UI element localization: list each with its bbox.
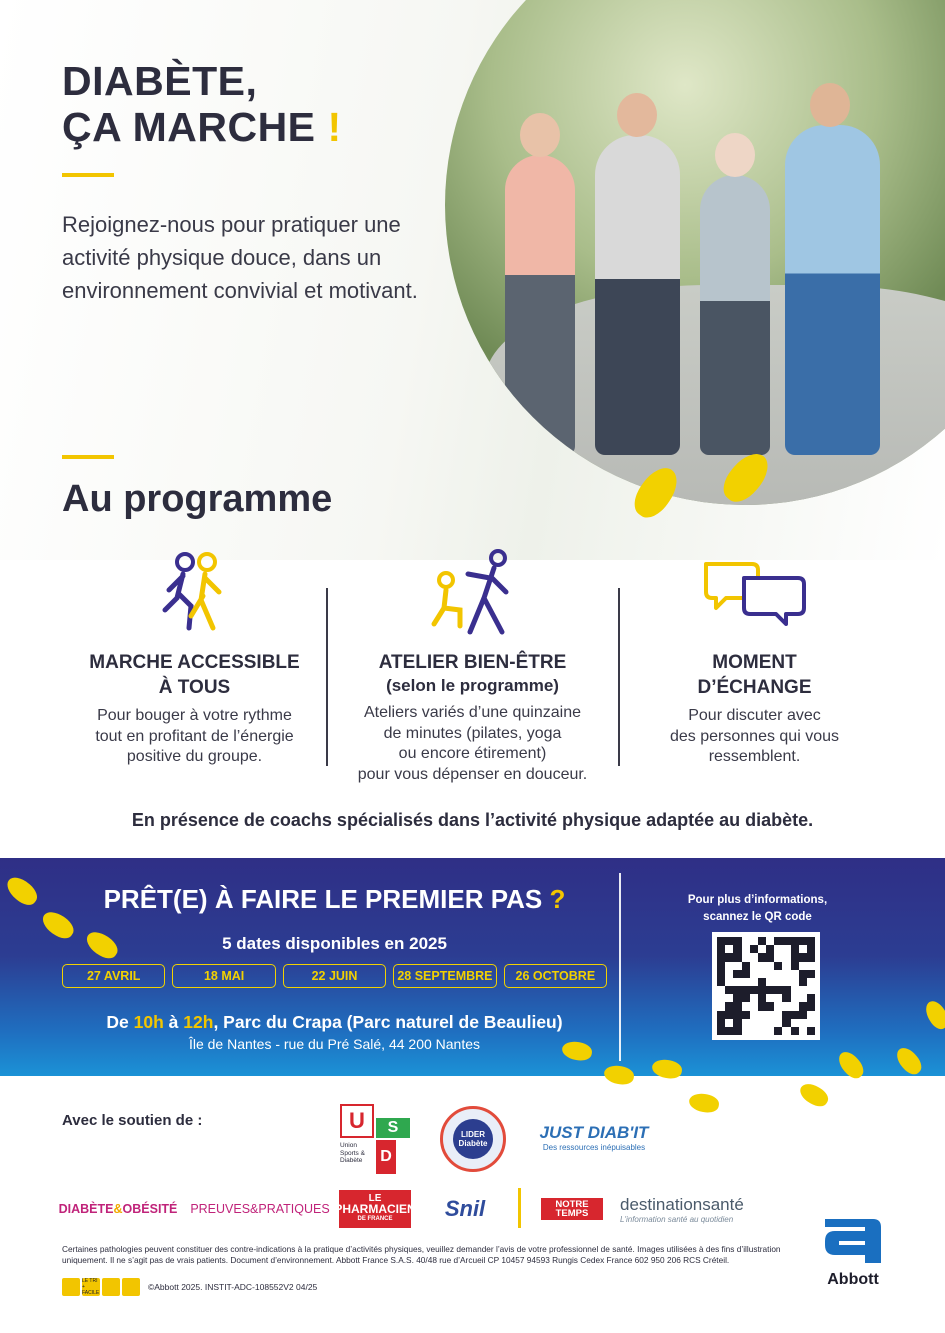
program-walk <box>62 545 327 768</box>
pharmacien-line: DE FRANCE <box>357 1216 393 1222</box>
program-walk-title-line-1: MARCHE ACCESSIBLE <box>89 652 300 673</box>
destination-sante-tagline: L'information santé au quotidien <box>620 1214 734 1224</box>
program-walk-text-line: tout en profitant de l’énergie <box>95 727 294 745</box>
event-address: Île de Nantes - rue du Pré Salé, 44 200 Nantes <box>188 1036 481 1052</box>
triman-icon <box>102 1278 120 1296</box>
abbott-wordmark: Abbott <box>827 1271 879 1288</box>
person-1 <box>505 155 575 455</box>
triman-text: LE TRI + FACILE <box>82 1278 100 1296</box>
title-line-2: ÇA MARCHE <box>62 104 316 150</box>
banner-title <box>62 884 607 915</box>
person-3 <box>700 175 770 455</box>
program-wellness-title: ATELIER BIEN-ÊTRE <box>378 652 567 673</box>
just-diabit-tagline: Des ressources inépuisables <box>542 1142 646 1152</box>
yoga-icon <box>340 545 605 640</box>
diabete-obesite-word-1: DIABÈTE <box>58 1202 114 1216</box>
coach-note: En présence de coachs spécialisés dans l’activité physique adaptée au diabète. <box>131 810 814 830</box>
program-wellness-subtitle: (selon le programme) <box>386 676 559 695</box>
program-exchange-title-line-1: MOMENT <box>712 652 797 673</box>
diabete-obesite-amp: & <box>113 1202 123 1216</box>
qr-caption <box>680 892 835 926</box>
program-exchange-title <box>622 650 887 700</box>
program-exchange-text-line: des personnes qui vous <box>670 727 839 745</box>
lider-diabete-logo <box>440 1106 506 1172</box>
just-diabit-name: JUST DIAB'IT <box>539 1122 649 1142</box>
event-time-place <box>62 1012 607 1033</box>
walking-group-photo <box>445 0 945 505</box>
date-chip: 26 OCTOBRE <box>504 964 607 988</box>
hero-section <box>0 0 945 560</box>
notre-temps-line: TEMPS <box>555 1208 589 1219</box>
program-walk-text-line: Pour bouger à votre rythme <box>97 707 292 724</box>
person-4-head <box>810 83 850 127</box>
title-exclamation: ! <box>327 104 342 150</box>
column-divider <box>618 588 620 766</box>
abbott-mark-icon <box>821 1215 885 1267</box>
date-chip: 27 AVRIL <box>62 964 165 988</box>
qr-caption-line-1: Pour plus d’informations, <box>687 894 828 906</box>
qr-caption-line-2: scannez le QR code <box>703 911 812 923</box>
support-label: Avec le soutien de : <box>62 1112 203 1129</box>
program-walk-text <box>62 706 327 768</box>
date-chip: 28 SEPTEMBRE <box>393 964 496 988</box>
program-wellness-text-line: de minutes (pilates, yoga <box>383 724 562 742</box>
banner-title-text: PRÊT(E) À FAIRE LE PREMIER PAS <box>103 884 543 914</box>
destination-sante-name: destinationsanté <box>620 1194 744 1214</box>
triman-icon <box>62 1278 80 1296</box>
program-wellness-text-line: ou encore étirement) <box>398 745 547 762</box>
program-title: Au programme <box>62 478 333 520</box>
person-4 <box>785 125 880 455</box>
time-start: 10h <box>133 1012 164 1032</box>
column-divider <box>326 588 328 766</box>
program-walk-text-line: positive du groupe. <box>126 748 263 765</box>
dates-label: 5 dates disponibles en 2025 <box>222 934 447 953</box>
date-chip: 18 MAI <box>172 964 275 988</box>
time-separator: à <box>163 1012 184 1032</box>
usd-caption: Union Sports & Diabète <box>340 1142 365 1164</box>
preuves-pratiques-logo: PREUVES&PRATIQUES <box>190 1202 330 1216</box>
triman-label <box>62 1278 140 1296</box>
program-wellness-text-line: Ateliers variés d’une quinzaine <box>363 704 581 721</box>
abbott-logo <box>818 1215 888 1289</box>
notre-temps-logo <box>541 1198 603 1220</box>
program-exchange-title-line-2: D’ÉCHANGE <box>697 677 812 698</box>
pharmacien-line: LE <box>368 1193 382 1204</box>
program-walk-title-line-2: À TOUS <box>158 677 231 698</box>
time-end: 12h <box>183 1012 214 1032</box>
event-place: , Parc du Crapa (Parc naturel de Beaulieu) <box>213 1012 563 1032</box>
program-exchange-text-line: Pour discuter avec <box>688 707 821 724</box>
banner-title-question: ? <box>549 884 566 914</box>
le-pharmacien-logo <box>334 1190 416 1228</box>
chat-bubbles-icon <box>622 545 887 640</box>
page-title <box>62 58 342 150</box>
destination-sante-logo <box>620 1190 775 1228</box>
title-underline <box>62 173 114 177</box>
logo-divider <box>518 1188 521 1228</box>
program-wellness <box>340 545 605 785</box>
program-wellness-text <box>340 703 605 785</box>
triman-icon <box>122 1278 140 1296</box>
usd-logo <box>340 1104 412 1174</box>
footprints-icon <box>560 1006 945 1116</box>
event-banner <box>0 858 945 1076</box>
program-underline <box>62 455 114 459</box>
copyright: ©Abbott 2025. INSTIT-ADC-108552V2 04/25 <box>148 1282 318 1292</box>
walkers-icon <box>62 545 327 640</box>
legal-disclaimer: Certaines pathologies peuvent constituer des contre-indications à la pratique d’activités physiques, veuillez demander l’avis de votre professionnel de santé. Images utilisées à des fins d’illustration uniquement. Il ne s’agit pas de vrais patients. Document d’environnement. Abbott France S.A.S. 40/48 rue d’Arcueil CP 10457 94593 Rungis Cedex France 602 950 206 RCS Créteil. <box>62 1244 781 1265</box>
dates-list <box>62 964 607 988</box>
usd-letter: S <box>376 1118 410 1138</box>
program-exchange-text <box>622 706 887 768</box>
just-diabit-logo <box>533 1122 655 1152</box>
date-chip: 22 JUIN <box>283 964 386 988</box>
usd-letter: U <box>340 1104 374 1138</box>
person-2-head <box>617 93 657 137</box>
person-1-head <box>520 113 560 157</box>
program-wellness-text-line: pour vous dépenser en douceur. <box>357 765 588 783</box>
diabete-obesite-word-2: OBÉSITÉ <box>122 1202 178 1216</box>
intro-text: Rejoignez-nous pour pratiquer une activité physique douce, dans un environnement convivial et motivant. <box>62 212 418 303</box>
notre-temps-line: NOTRE <box>555 1199 589 1210</box>
diabete-obesite-logo <box>58 1190 178 1228</box>
program-exchange-text-line: ressemblent. <box>708 748 801 765</box>
footprints-icon <box>630 440 800 540</box>
person-3-head <box>715 133 755 177</box>
snil-logo: Snil <box>444 1196 486 1221</box>
title-line-1: DIABÈTE, <box>62 58 258 104</box>
program-exchange <box>622 545 887 768</box>
usd-letter: D <box>376 1140 396 1174</box>
lider-inner: LIDER Diabète <box>453 1119 493 1159</box>
pharmacien-line: PHARMACIEN <box>334 1202 416 1216</box>
time-prefix: De <box>106 1012 134 1032</box>
person-2 <box>595 135 680 455</box>
program-walk-title <box>62 650 327 700</box>
